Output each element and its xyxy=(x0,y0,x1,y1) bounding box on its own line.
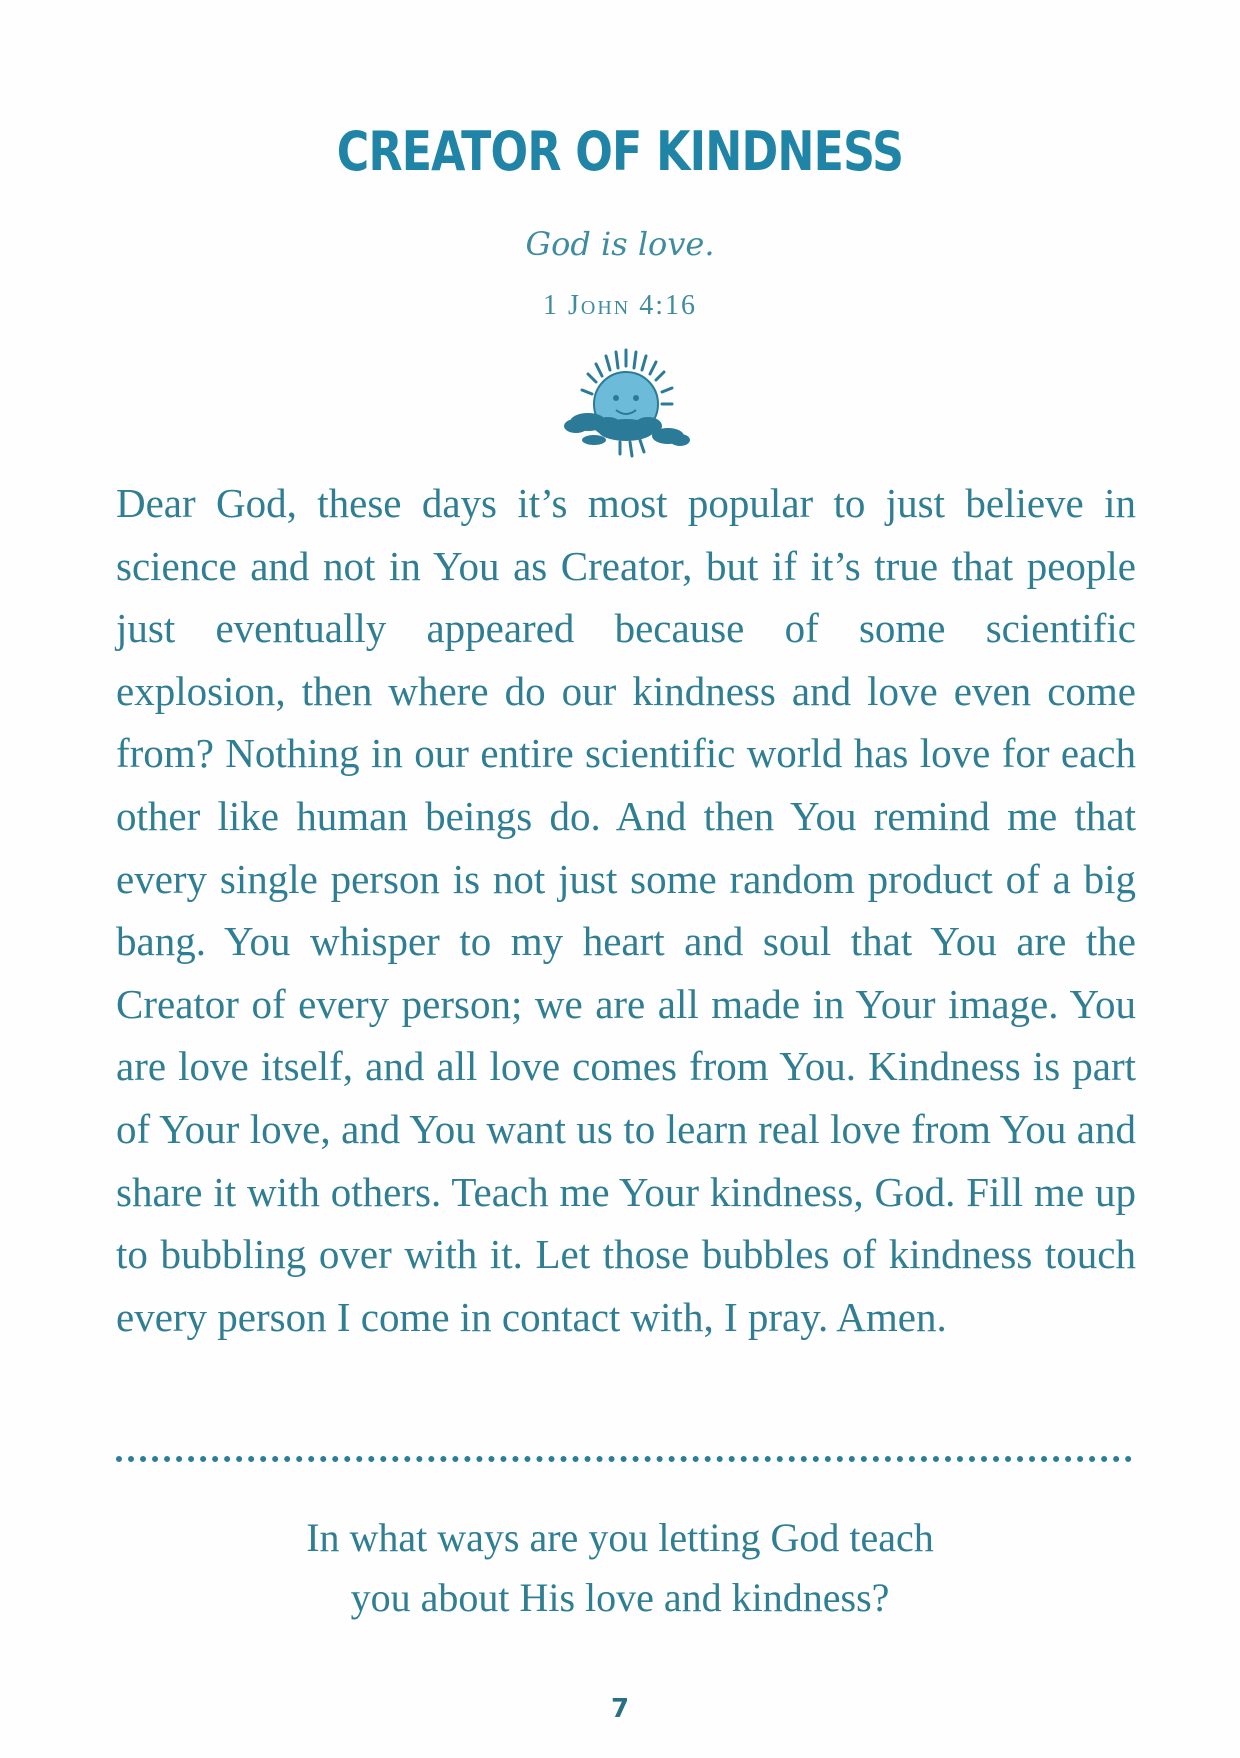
dotted-divider xyxy=(116,1456,1132,1462)
page-title: CREATOR OF KINDNESS xyxy=(336,120,904,183)
bible-verse: God is love. xyxy=(525,225,715,263)
reflection-line-2: you about His love and kindness? xyxy=(350,1575,890,1620)
reflection-question xyxy=(200,1508,1040,1628)
prayer-text: Dear God, these days it’s most popular to just believe in science and not in You as Creator, but if it’s true that people just eventually appeared because of some scientific explosion, then where do our kindness and love even come from? Nothing in our entire scientific world has love for each other like human beings do. And then You remind me that every single person is not just some random product of a big bang. You whisper to my heart and soul that You are the Creator of every person; we are all made in Your image. You are love itself, and all love comes from You. Kindness is part of Your love, and You want us to learn real love from You and share it with others. Teach me Your kindness, God. Fill me up to bubbling over with it. Let those bubbles of kindness touch every person I come in contact with, I pray. Amen. xyxy=(116,480,1136,1340)
page-number: 7 xyxy=(610,1694,630,1724)
verse-reference: 1 John 4:16 xyxy=(542,290,697,321)
reflection-line-1: In what ways are you letting God teach xyxy=(306,1515,934,1560)
sun-behind-clouds-icon xyxy=(560,342,696,460)
